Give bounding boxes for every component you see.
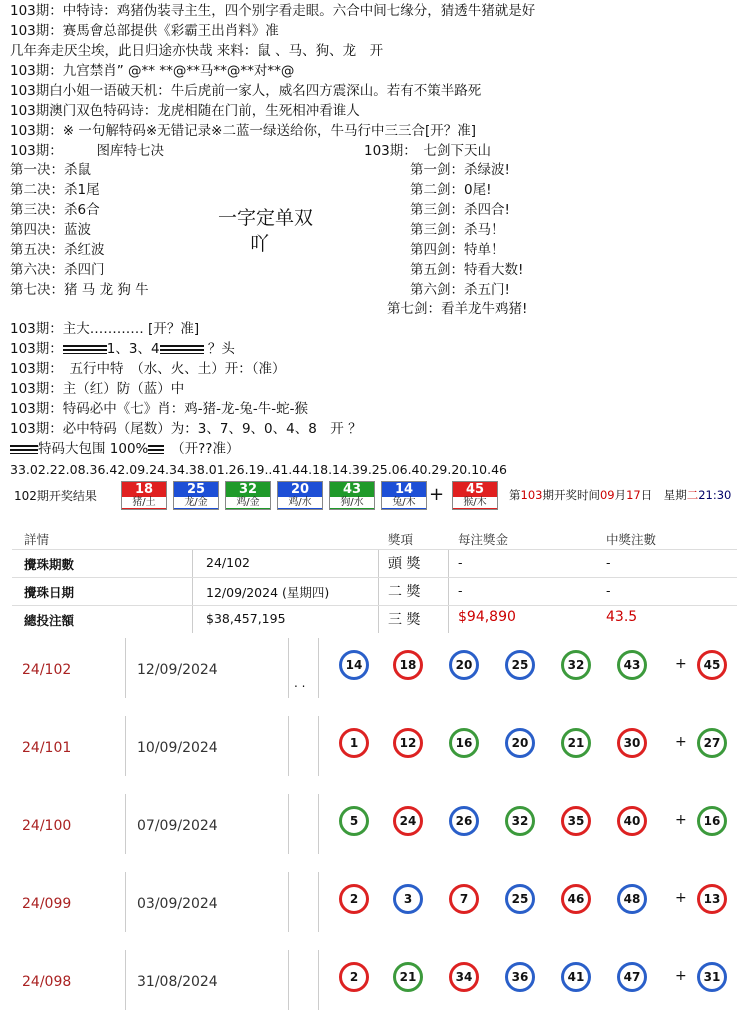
history-period: 24/099 xyxy=(22,896,72,912)
history-dots: . . xyxy=(294,676,306,690)
divider xyxy=(125,872,126,932)
ball-zodiac: 龙/金 xyxy=(174,497,218,508)
prediction-line-5: 103期白小姐一语破天机：牛后虎前一家人，威名四方震深山。若有不策半路死 xyxy=(10,83,482,99)
history-date: 31/08/2024 xyxy=(137,974,218,990)
ball-zodiac: 鸡/金 xyxy=(226,497,270,508)
result-ball xyxy=(381,481,427,510)
divider xyxy=(288,872,289,932)
divider xyxy=(318,716,319,776)
number-list: 33.02.22.08.36.42.09.24.34.38.01.26.19..41.44.18.14.39.25.06.40.29.20.10.46 xyxy=(10,462,507,477)
history-ball: 20 xyxy=(505,728,535,758)
prediction-line-tail: 103期：必中特码（尾数）为：3、7、9、0、4、8 开 ？ xyxy=(10,421,362,437)
header-count: 中獎注數 xyxy=(606,532,657,547)
info-month: 09 xyxy=(599,488,615,502)
history-special-ball: 27 xyxy=(697,728,727,758)
draw-result-row xyxy=(0,480,748,510)
info-day: 17 xyxy=(626,488,641,502)
history-row xyxy=(0,950,748,1028)
history-date: 10/09/2024 xyxy=(137,740,218,756)
divider xyxy=(318,794,319,854)
history-ball: 2 xyxy=(339,962,369,992)
list-item: 第三决：杀6合 xyxy=(10,202,100,218)
info-prefix: 第 xyxy=(509,488,521,502)
row-label: 總投注額 xyxy=(24,613,75,628)
history-ball: 25 xyxy=(505,650,535,680)
prediction-line-2: 103期：赛馬會总部提供《彩霸王出肖料》准 xyxy=(10,23,279,39)
divider xyxy=(192,550,193,577)
history-ball: 34 xyxy=(449,962,479,992)
history-ball: 40 xyxy=(617,806,647,836)
divider xyxy=(125,638,126,698)
list-item: 第三剑：杀马！ xyxy=(410,222,505,238)
table-header xyxy=(12,527,737,550)
list-item: 第五剑：特看大数! xyxy=(410,262,524,278)
list-item: 第二剑：0尾! xyxy=(410,182,492,198)
history-ball: 47 xyxy=(617,962,647,992)
plus-sign: + xyxy=(675,812,687,828)
result-ball xyxy=(173,481,219,510)
plus-sign: + xyxy=(675,968,687,984)
divider xyxy=(125,950,126,1010)
divider xyxy=(125,794,126,854)
ball-number: 14 xyxy=(394,482,414,497)
head-prefix: 103期： xyxy=(10,341,63,357)
divider xyxy=(378,578,379,605)
result-ball xyxy=(277,481,323,510)
special-ball xyxy=(452,481,498,510)
history-ball: 26 xyxy=(449,806,479,836)
row-count: - xyxy=(606,583,611,598)
divider xyxy=(192,606,193,633)
divider xyxy=(288,716,289,776)
history-ball: 2 xyxy=(339,884,369,914)
seven-rules-list xyxy=(10,160,149,300)
row-label: 攪珠期數 xyxy=(24,557,75,572)
list-item: 第四剑：特单！ xyxy=(410,242,505,258)
next-draw-info xyxy=(509,487,731,503)
plus-sign: + xyxy=(675,734,687,750)
prediction-line-3: 几年奔走厌尘埃，此日归途亦快哉 来料：鼠 、马、狗、龙 开 xyxy=(10,43,384,59)
list-item: 第二决：杀1尾 xyxy=(10,182,100,198)
row-count: 43.5 xyxy=(606,609,638,625)
row-value: 24/102 xyxy=(206,555,250,570)
info-month-label: 月 xyxy=(614,488,627,502)
history-ball: 1 xyxy=(339,728,369,758)
header-prize: 獎項 xyxy=(388,532,414,547)
row-prize: 頭 獎 xyxy=(388,556,421,572)
history-ball: 46 xyxy=(561,884,591,914)
history-ball: 32 xyxy=(561,650,591,680)
row-amount: - xyxy=(458,555,463,570)
draw-result-label: 102期开奖结果 xyxy=(14,489,97,503)
history-date: 12/09/2024 xyxy=(137,662,218,678)
result-ball xyxy=(329,481,375,510)
history-ball: 43 xyxy=(617,650,647,680)
history-special-ball: 45 xyxy=(697,650,727,680)
ball-zodiac: 兔/木 xyxy=(382,497,426,508)
header-detail: 詳情 xyxy=(24,532,50,547)
row-amount: $94,890 xyxy=(458,609,516,625)
decorative-bar xyxy=(148,445,164,454)
list-item: 第一剑：杀绿波! xyxy=(410,162,510,178)
divider xyxy=(318,872,319,932)
row-value: 12/09/2024 (星期四) xyxy=(206,585,330,600)
right-section-title: 103期： 七剑下天山 xyxy=(364,143,492,159)
history-ball: 32 xyxy=(505,806,535,836)
prediction-line-elements: 103期： 五行中特 （水、火、土）开：（准） xyxy=(10,361,286,377)
history-ball: 24 xyxy=(393,806,423,836)
ball-zodiac: 猪/土 xyxy=(122,497,166,508)
history-ball: 3 xyxy=(393,884,423,914)
info-mid: 期开奖时间 xyxy=(542,488,600,502)
table-row xyxy=(12,550,737,578)
plus-sign: + xyxy=(429,484,445,505)
history-ball: 36 xyxy=(505,962,535,992)
history-special-ball: 13 xyxy=(697,884,727,914)
history-ball: 5 xyxy=(339,806,369,836)
handwritten-note xyxy=(218,205,313,257)
list-item: 第一决：杀鼠 xyxy=(10,162,91,178)
row-label: 攪珠日期 xyxy=(24,585,75,600)
prediction-line-main: 103期：主大………… [开？准] xyxy=(10,321,200,337)
info-day-label: 日 星期 xyxy=(640,488,687,502)
history-ball: 20 xyxy=(449,650,479,680)
prediction-line-6: 103期澳门双色特码诗：龙虎相随在门前，生死相冲看谁人 xyxy=(10,103,360,119)
history-date: 07/09/2024 xyxy=(137,818,218,834)
divider xyxy=(318,638,319,698)
divider xyxy=(378,550,379,577)
row-prize: 二 獎 xyxy=(388,584,421,600)
history-row xyxy=(0,716,748,794)
list-item: 第三剑：杀四合! xyxy=(410,202,510,218)
ball-number: 43 xyxy=(342,482,362,497)
history-ball: 14 xyxy=(339,650,369,680)
ball-number: 20 xyxy=(290,482,310,497)
divider xyxy=(125,716,126,776)
history-special-ball: 16 xyxy=(697,806,727,836)
history-ball: 48 xyxy=(617,884,647,914)
divider xyxy=(288,950,289,1010)
ball-number: 25 xyxy=(186,482,206,497)
decorative-bar xyxy=(63,345,107,354)
history-special-ball: 31 xyxy=(697,962,727,992)
encircle-text: 特码大包围 100% xyxy=(38,441,149,457)
history-ball: 7 xyxy=(449,884,479,914)
divider xyxy=(288,794,289,854)
info-period: 103 xyxy=(520,488,543,502)
history-ball: 35 xyxy=(561,806,591,836)
decorative-bar xyxy=(10,445,38,454)
prediction-line-1: 103期：中特诗：鸡猪伪装寻主生，四个别字看走眼。六合中间七缘分，猜透牛猪就是好 xyxy=(10,3,536,19)
list-item: 第四决：蓝波 xyxy=(10,222,91,238)
history-ball: 25 xyxy=(505,884,535,914)
encircle-suffix: （开??准） xyxy=(177,441,240,457)
history-period: 24/100 xyxy=(22,818,72,834)
ball-zodiac: 狗/水 xyxy=(330,497,374,508)
handwritten-line-2: 吖 xyxy=(250,233,270,255)
history-ball: 41 xyxy=(561,962,591,992)
ball-zodiac: 猴/木 xyxy=(453,497,497,508)
table-row xyxy=(12,578,737,606)
row-amount: - xyxy=(458,583,463,598)
seven-swords-list xyxy=(410,160,523,300)
list-item: 第六决：杀四门 xyxy=(10,262,105,278)
row-value: $38,457,195 xyxy=(206,611,286,626)
history-ball: 30 xyxy=(617,728,647,758)
prediction-line-head xyxy=(10,340,235,358)
history-row xyxy=(0,872,748,950)
ball-number: 18 xyxy=(134,482,154,497)
prediction-line-zodiac: 103期：特码必中《七》肖：鸡-猪-龙-兔-牛-蛇-猴 xyxy=(10,401,308,417)
divider xyxy=(288,638,289,698)
row-count: - xyxy=(606,555,611,570)
plus-sign: + xyxy=(675,656,687,672)
divider xyxy=(448,550,449,577)
seventh-sword: 第七剑：看羊龙牛鸡猪! xyxy=(387,301,528,317)
plus-sign: + xyxy=(675,890,687,906)
divider xyxy=(192,578,193,605)
history-date: 03/09/2024 xyxy=(137,896,218,912)
info-weekday: 二 xyxy=(686,488,699,502)
header-amount: 每注獎金 xyxy=(458,532,509,547)
row-prize: 三 獎 xyxy=(388,612,421,628)
history-row xyxy=(0,794,748,872)
head-numbers: 1、3、4 xyxy=(106,341,160,357)
divider xyxy=(448,606,449,633)
ball-zodiac: 鸡/水 xyxy=(278,497,322,508)
history-ball: 16 xyxy=(449,728,479,758)
list-item: 第六剑：杀五门! xyxy=(410,282,510,298)
prediction-line-4: 103期：九宫禁肖” @** **@**马**@**对**@ xyxy=(10,63,295,79)
draw-details-table xyxy=(12,527,737,631)
history-period: 24/102 xyxy=(22,662,72,678)
prediction-line-encircle xyxy=(10,440,239,458)
list-item: 第七决：猪 马 龙 狗 牛 xyxy=(10,282,149,298)
handwritten-line-1: 一字定单双 xyxy=(218,207,314,229)
prediction-line-color: 103期：主（红）防（蓝）中 xyxy=(10,381,185,397)
decorative-bar xyxy=(160,345,204,354)
history-ball: 18 xyxy=(393,650,423,680)
table-row xyxy=(12,606,737,633)
prediction-line-7: 103期：※ 一句解特码※无错记录※二蓝一绿送给你，牛马行中三三合[开？准] xyxy=(10,123,477,139)
history-ball: 12 xyxy=(393,728,423,758)
ball-number: 32 xyxy=(238,482,258,497)
history-row xyxy=(0,638,748,716)
result-ball xyxy=(121,481,167,510)
divider xyxy=(448,578,449,605)
history-ball: 21 xyxy=(393,962,423,992)
list-item: 第五决：杀红波 xyxy=(10,242,105,258)
divider xyxy=(318,950,319,1010)
head-suffix: ？头 xyxy=(203,341,235,357)
info-time: 21:30 xyxy=(698,488,732,502)
left-section-title: 103期： 图库特七决 xyxy=(10,143,165,159)
ball-number: 45 xyxy=(465,482,485,497)
result-ball xyxy=(225,481,271,510)
history-period: 24/101 xyxy=(22,740,72,756)
divider xyxy=(378,606,379,633)
history-ball: 21 xyxy=(561,728,591,758)
history-period: 24/098 xyxy=(22,974,72,990)
